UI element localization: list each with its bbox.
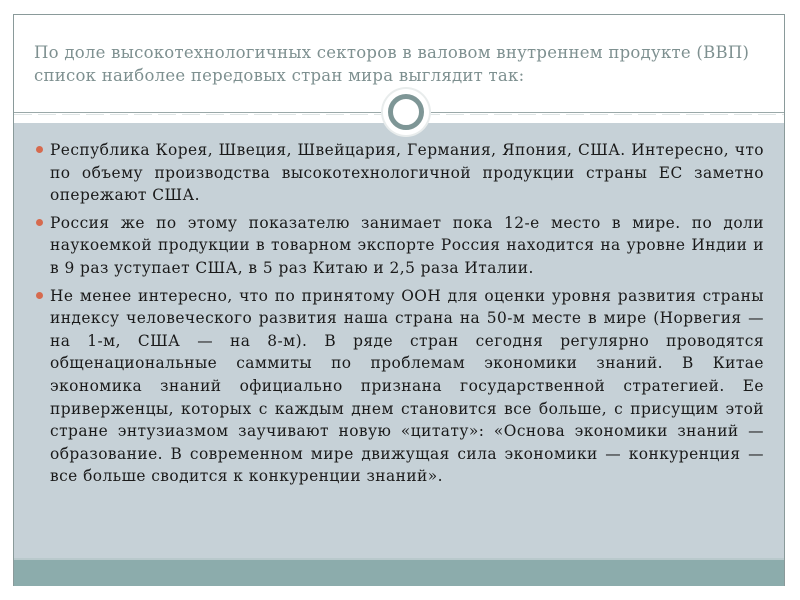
bullet-dot-icon <box>36 219 43 226</box>
footer-band <box>14 560 784 586</box>
bullet-list <box>36 139 764 493</box>
bullet-item <box>36 139 764 207</box>
ring-icon-inner <box>388 94 424 130</box>
bullet-text: Республика Корея, Швеция, Швейцария, Германия, Япония, США. Интересно, что по объему производства высокотехнологичной продукции страны ЕС заметно опережают США. <box>50 141 764 205</box>
slide-title: По доле высокотехнологичных секторов в валовом внутреннем продукте (ВВП) список наиболее передовых стран мира выглядит так: <box>34 43 750 85</box>
bullet-dot-icon <box>36 292 43 299</box>
slide-frame <box>13 14 785 586</box>
bullet-dot-icon <box>36 146 43 153</box>
ring-icon <box>383 89 429 135</box>
bullet-item <box>36 285 764 488</box>
bullet-text: Не менее интересно, что по принятому ООН для оценки уровня развития страны индексу человеческого развития наша страна на 50-м месте в мире (Норвегия — на 1-м, США — на 8-м). В ряде стран сегодня регулярно проводятся общенациональные саммиты по проблемам экономики знаний. В Китае экономика знаний официально признана государственной стратегией. Ее приверженцы, которых с каждым днем становится все больше, с присущим этой стране энтузиазмом заучивают новую «цитату»: «Основа экономики знаний — образование. В современном мире движущая сила экономики — конкуренция — все больше сводится к конкуренции знаний». <box>50 286 764 486</box>
bullet-text: Россия же по этому показателю занимает пока 12-е место в мире. по доли наукоемкой продукции в товарном экспорте Россия находится на уровне Индии и в 9 раз уступает США, в 5 раз Китаю и 2,5 раза Италии. <box>50 213 764 277</box>
bullet-item <box>36 212 764 280</box>
